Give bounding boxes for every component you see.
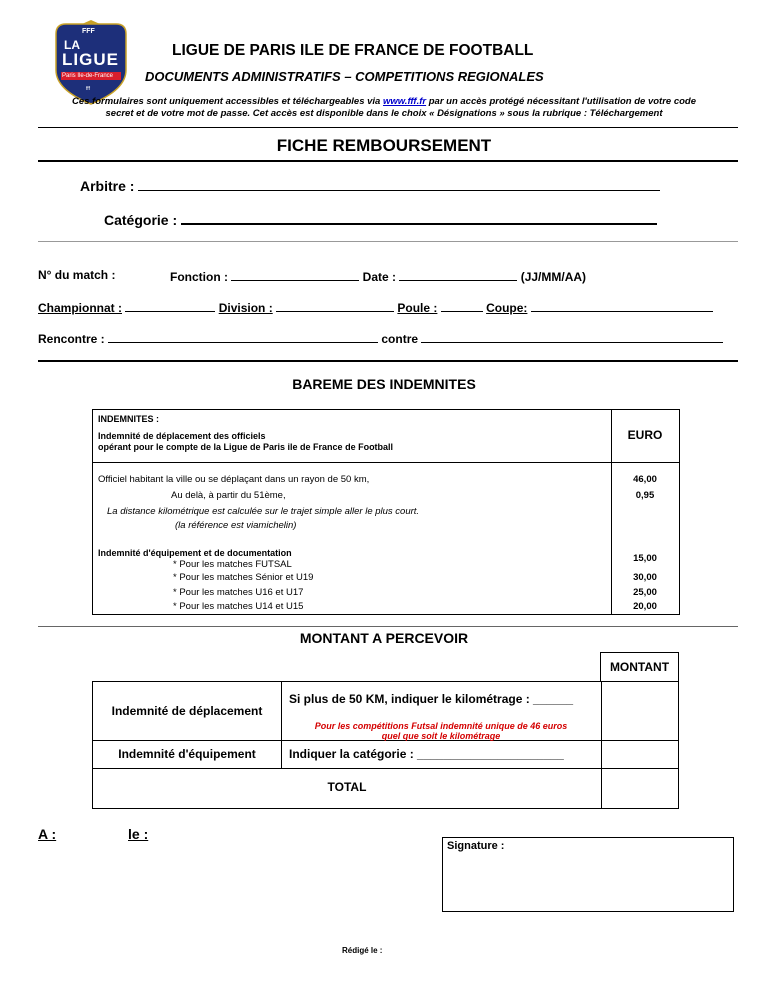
logo-region-text: Paris Ile-de-France bbox=[61, 72, 121, 80]
rencontre-label: Rencontre : bbox=[38, 332, 105, 346]
montant-row-divider-1b bbox=[601, 740, 678, 741]
montant-title: MONTANT A PERCEVOIR bbox=[299, 630, 469, 646]
indemnites-label: INDEMNITES : bbox=[98, 414, 160, 424]
fff-link[interactable]: www.fff.fr bbox=[382, 96, 427, 107]
logo-la-text: LA bbox=[64, 38, 80, 52]
league-logo bbox=[52, 20, 130, 106]
distance-note-2: (la référence est viamichelin) bbox=[175, 520, 297, 531]
division-input[interactable] bbox=[276, 299, 394, 312]
bareme-header-divider bbox=[93, 462, 679, 463]
equip-row-u16-value: 25,00 bbox=[633, 587, 657, 598]
deplacement-title-1: Indemnité de déplacement des officiels bbox=[98, 431, 266, 441]
montant-table bbox=[92, 681, 679, 809]
header-divider bbox=[38, 127, 738, 128]
le-label: le : bbox=[128, 826, 149, 842]
bareme-divider bbox=[38, 626, 738, 627]
rencontre-field bbox=[38, 330, 723, 346]
row-beyond-value: 0,95 bbox=[635, 490, 655, 501]
contre-label: contre bbox=[381, 332, 419, 346]
montant-row-divider-2 bbox=[93, 768, 678, 769]
arbitre-input[interactable] bbox=[138, 178, 660, 191]
date-format: (JJ/MM/AA) bbox=[520, 270, 587, 284]
arbitre-field bbox=[80, 178, 660, 194]
page-title: LIGUE DE PARIS ILE DE FRANCE DE FOOTBALL bbox=[172, 42, 534, 59]
num-match-label: N° du match : bbox=[38, 268, 116, 282]
categorie-label: Catégorie : bbox=[104, 212, 178, 228]
equip-title: Indemnité d'équipement et de documentation bbox=[98, 548, 292, 558]
access-notice bbox=[0, 96, 768, 120]
bareme-table bbox=[92, 409, 680, 615]
redige-label: Rédigé le : bbox=[342, 946, 383, 955]
montant-header-cell bbox=[600, 652, 679, 682]
access-notice-line2: secret et de votre mot de passe. Cet accès est disponible dans le choix « Désignations » sous la rubrique : Téléchargement bbox=[105, 108, 663, 119]
signature-box[interactable] bbox=[442, 837, 734, 912]
distance-note-1: La distance kilométrique est calculée sur le trajet simple aller le plus court. bbox=[107, 506, 420, 517]
date-input[interactable] bbox=[399, 268, 517, 281]
form-title: FICHE REMBOURSEMENT bbox=[276, 136, 492, 155]
deplacement-label: Indemnité de déplacement bbox=[111, 704, 263, 718]
logo-ligue-text: LIGUE bbox=[62, 50, 119, 69]
futsal-note-1: Pour les compétitions Futsal indemnité unique de 46 euros bbox=[314, 721, 568, 731]
identity-divider bbox=[38, 241, 738, 242]
categorie-input[interactable] bbox=[181, 211, 657, 225]
equip-label: Indemnité d'équipement bbox=[118, 747, 256, 761]
futsal-note-2: quel que soit le kilométrage bbox=[381, 731, 501, 741]
access-notice-pre: Ces formulaires sont uniquement accessibles et téléchargeables via bbox=[71, 96, 383, 107]
championnat-label: Championnat : bbox=[38, 301, 122, 315]
equip-row-futsal-value: 15,00 bbox=[633, 553, 657, 564]
signature-label: Signature : bbox=[447, 840, 505, 852]
bareme-title: BAREME DES INDEMNITES bbox=[292, 376, 476, 392]
page-subtitle: DOCUMENTS ADMINISTRATIFS – COMPETITIONS REGIONALES bbox=[145, 69, 544, 84]
fonction-label: Fonction : bbox=[170, 270, 228, 284]
match-divider bbox=[38, 360, 738, 362]
coupe-input[interactable] bbox=[531, 299, 713, 312]
date-label: Date : bbox=[362, 270, 397, 284]
poule-input[interactable] bbox=[441, 299, 483, 312]
deplacement-instruction[interactable]: Si plus de 50 KM, indiquer le kilométrage : ______ bbox=[289, 692, 574, 706]
fonction-input[interactable] bbox=[231, 268, 359, 281]
equip-row-senior-label: * Pour les matches Sénior et U19 bbox=[173, 572, 314, 583]
logo-small-text: fff bbox=[86, 86, 90, 92]
a-label: A : bbox=[38, 826, 57, 842]
row-beyond-label: Au delà, à partir du 51ème, bbox=[171, 490, 286, 501]
poule-label: Poule : bbox=[397, 301, 438, 315]
total-label: TOTAL bbox=[327, 780, 367, 794]
access-notice-post: par un accès protégé nécessitant l'utilisation de votre code bbox=[426, 96, 697, 107]
logo-top-text: FFF bbox=[82, 28, 95, 35]
form-title-divider bbox=[38, 160, 738, 162]
fonction-field bbox=[170, 268, 586, 284]
row-50km-label: Officiel habitant la ville ou se déplaçant dans un rayon de 50 km, bbox=[98, 474, 370, 485]
equip-row-futsal-label: * Pour les matches FUTSAL bbox=[173, 559, 292, 570]
coupe-label: Coupe: bbox=[486, 301, 528, 315]
euro-header: EURO bbox=[627, 428, 663, 442]
equip-row-u14-value: 20,00 bbox=[633, 601, 657, 612]
home-team-input[interactable] bbox=[108, 330, 378, 343]
division-label: Division : bbox=[218, 301, 273, 315]
equip-row-senior-value: 30,00 bbox=[633, 572, 657, 583]
championnat-input[interactable] bbox=[125, 299, 215, 312]
equip-row-u16-label: * Pour les matches U16 et U17 bbox=[173, 587, 304, 598]
row-50km-value: 46,00 bbox=[633, 474, 657, 485]
equip-instruction[interactable]: Indiquer la catégorie : ______________________ bbox=[289, 747, 564, 761]
montant-value-col-divider bbox=[601, 682, 602, 808]
arbitre-label: Arbitre : bbox=[80, 178, 135, 194]
deplacement-title-2: opérant pour le compte de la Ligue de Paris ile de France de Football bbox=[98, 442, 394, 452]
montant-header-label: MONTANT bbox=[609, 660, 670, 674]
away-team-input[interactable] bbox=[421, 330, 723, 343]
equip-row-u14-label: * Pour les matches U14 et U15 bbox=[173, 601, 304, 612]
categorie-field bbox=[104, 211, 657, 228]
competition-fields bbox=[38, 299, 713, 315]
